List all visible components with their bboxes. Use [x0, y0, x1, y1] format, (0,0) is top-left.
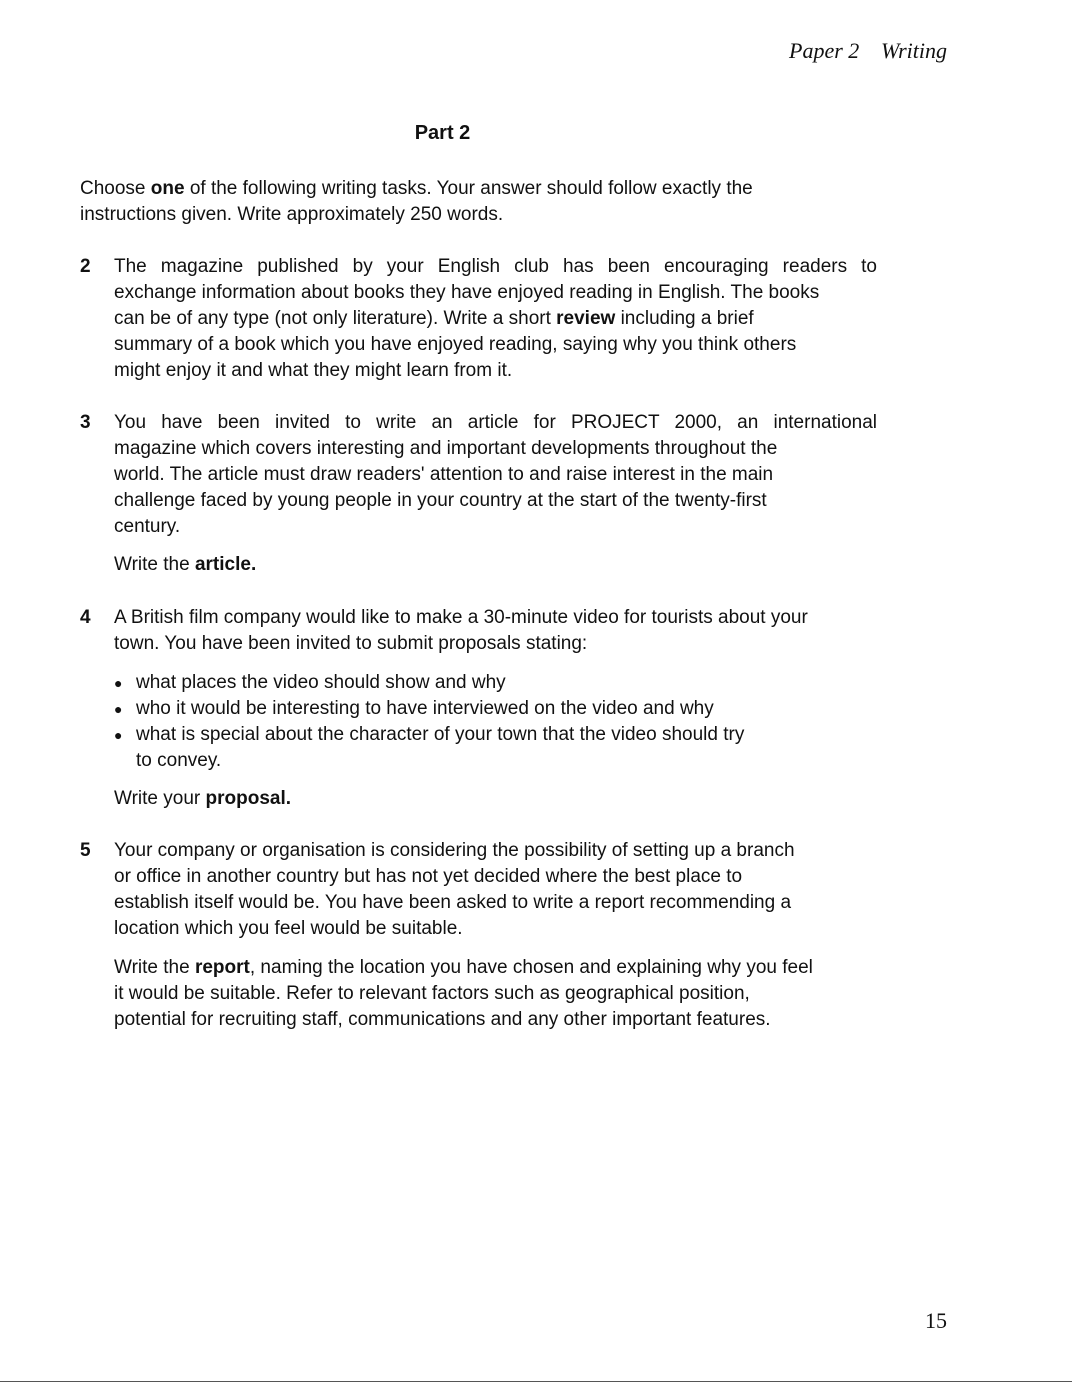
text-line [114, 410, 877, 436]
text-segment: challenge faced by young people in your country at the start of the twenty-first [114, 490, 767, 511]
task-number: 5 [80, 840, 91, 861]
bullet-icon: ● [114, 675, 123, 691]
text-segment: what places the video should show and why [136, 672, 506, 693]
text-segment: can be of any type (not only literature). Write a short [114, 308, 557, 329]
text-line [114, 631, 877, 657]
page-number: 15 [925, 1308, 947, 1333]
text-line [136, 670, 876, 696]
text-segment: town. You have been invited to submit proposals stating: [114, 633, 588, 654]
text-line [114, 436, 877, 462]
text-line [114, 916, 877, 942]
text-segment: The magazine published by your English club has been encouraging readers to [114, 256, 877, 277]
text-segment: it would be suitable. Refer to relevant factors such as geographical position, [114, 983, 750, 1004]
text-segment: Choose [80, 178, 151, 199]
text-line [136, 696, 876, 722]
text-segment: , naming the location you have chosen and explaining why you feel [249, 957, 813, 978]
text-segment: summary of a book which you have enjoyed reading, saying why you think others [114, 334, 797, 355]
text-line [114, 1007, 877, 1033]
bold-keyword: report [194, 957, 250, 978]
text-segment: Write your [114, 788, 206, 809]
text-line [114, 254, 877, 280]
text-line [114, 488, 877, 514]
text-line [114, 981, 877, 1007]
text-segment: A British film company would like to make a 30-minute video for tourists about your [114, 607, 808, 628]
text-line [114, 890, 877, 916]
text-line [114, 955, 877, 981]
header-paper: Paper 2 [789, 38, 860, 63]
task-number: 2 [80, 256, 91, 277]
bold-keyword: review [556, 308, 616, 329]
text-line [114, 358, 877, 384]
text-segment: to convey. [136, 750, 222, 771]
text-line [136, 748, 876, 774]
task-4-bullets [136, 670, 876, 774]
task-3-instruction [114, 552, 877, 578]
text-segment: magazine which covers interesting and important developments throughout the [114, 438, 778, 459]
text-segment: location which you feel would be suitable. [114, 918, 463, 939]
text-segment: exchange information about books they have enjoyed reading in English. The books [114, 282, 820, 303]
text-line [114, 332, 877, 358]
text-line [114, 552, 877, 578]
text-line [136, 722, 876, 748]
bold-keyword: proposal. [205, 788, 292, 809]
text-line [114, 306, 877, 332]
text-segment: Your company or organisation is considering the possibility of setting up a branch [114, 840, 795, 861]
text-line [80, 176, 870, 202]
header-section: Writing [881, 38, 948, 63]
bottom-rule [0, 1381, 1072, 1382]
text-segment: might enjoy it and what they might learn from it. [114, 360, 513, 381]
text-segment: Write the [114, 554, 195, 575]
intro [80, 176, 870, 228]
task-3 [114, 410, 877, 540]
part-title: Part 2 [414, 122, 471, 144]
text-segment: Write the [114, 957, 195, 978]
text-segment: world. The article must draw readers' attention to and raise interest in the main [114, 464, 774, 485]
bullet-icon: ● [114, 701, 123, 717]
text-line [114, 786, 877, 812]
task-4 [114, 605, 877, 657]
text-line [114, 280, 877, 306]
text-segment: instructions given. Write approximately 250 words. [80, 204, 504, 225]
text-segment: who it would be interesting to have interviewed on the video and why [136, 698, 714, 719]
text-segment: or office in another country but has not yet decided where the best place to [114, 866, 743, 887]
task-4-instruction [114, 786, 877, 812]
bullet-icon: ● [114, 727, 123, 743]
text-line [114, 864, 877, 890]
task-2 [114, 254, 877, 384]
text-line [114, 514, 877, 540]
text-segment: establish itself would be. You have been asked to write a report recommending a [114, 892, 792, 913]
task-5 [114, 838, 877, 942]
text-segment: century. [114, 516, 181, 537]
text-line [114, 605, 877, 631]
task-5-instruction [114, 955, 877, 1033]
task-number: 4 [80, 607, 91, 628]
text-line [114, 838, 877, 864]
text-line [80, 202, 870, 228]
bold-keyword: one [150, 178, 185, 199]
text-line [114, 462, 877, 488]
bold-keyword: article. [194, 554, 257, 575]
text-segment: of the following writing tasks. Your answer should follow exactly the [184, 178, 753, 199]
task-number: 3 [80, 412, 91, 433]
text-segment: including a brief [615, 308, 754, 329]
text-segment: You have been invited to write an article for PROJECT 2000, an international [114, 412, 877, 433]
text-segment: potential for recruiting staff, communications and any other important features. [114, 1009, 771, 1030]
text-segment: what is special about the character of your town that the video should try [136, 724, 745, 745]
